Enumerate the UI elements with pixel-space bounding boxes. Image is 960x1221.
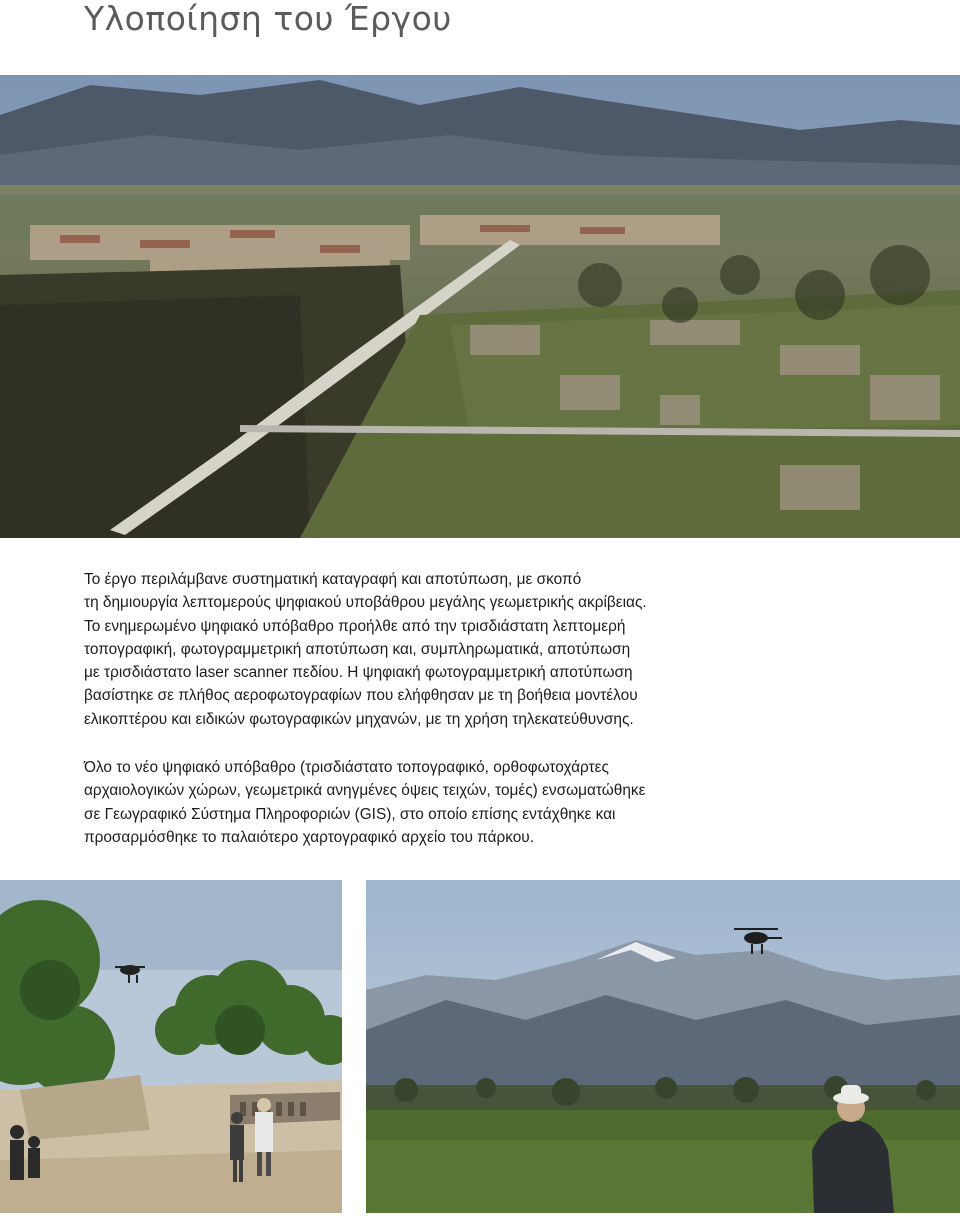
paragraph-line: αρχαιολογικών χώρων, γεωμετρικά ανηγμένες όψεις τειχών, τομές) ενσωματώθηκε xyxy=(84,782,646,800)
mountains-photo-image xyxy=(366,880,960,1213)
paragraph-line: Το έργο περιλάμβανε συστηματική καταγραφή και αποτύπωση, με σκοπό xyxy=(84,571,582,588)
paragraph-line: Το ενημερωμένο ψηφιακό υπόβαθρο προήλθε από την τρισδιάστατη λεπτομερή xyxy=(84,617,626,635)
paragraph-line: προσαρμόσθηκε το παλαιότερο χαρτογραφικό αρχείο του πάρκου. xyxy=(84,828,534,846)
paragraph-line: βασίστηκε σε πλήθος αεροφωτογραφίων που ελήφθησαν με τη βοήθεια μοντέλου xyxy=(84,687,638,705)
paragraph-line: τη δημιουργία λεπτομερούς ψηφιακού υποβάθρου μεγάλης γεωμετρικής ακρίβειας. xyxy=(84,594,647,612)
intro-paragraph xyxy=(84,568,784,731)
aerial-photo-image xyxy=(0,75,960,538)
aerial-site-photo xyxy=(0,75,960,538)
page-title: Υλοποίηση του Έργου xyxy=(84,0,452,38)
helicopter-excavation-photo xyxy=(0,880,342,1213)
helicopter-mountains-photo xyxy=(366,880,960,1213)
paragraph-line: σε Γεωγραφικό Σύστημα Πληροφοριών (GIS), στο οποίο επίσης εντάχθηκε και xyxy=(84,805,616,823)
gis-paragraph xyxy=(84,756,784,849)
paragraph-line: ελικοπτέρου και ειδικών φωτογραφικών μηχανών, με τη χρήση τηλεκατεύθυνσης. xyxy=(84,710,634,728)
paragraph-line: με τρισδιάστατο laser scanner πεδίου. Η ψηφιακή φωτογραμμετρική αποτύπωση xyxy=(84,664,633,682)
excavation-photo-image xyxy=(0,880,342,1213)
paragraph-line: τοπογραφική, φωτογραμμετρική αποτύπωση και, συμπληρωματικά, αποτύπωση xyxy=(84,640,631,658)
paragraph-line: Όλο το νέο ψηφιακό υπόβαθρο (τρισδιάστατο τοπογραφικό, ορθοφωτοχάρτες xyxy=(84,759,609,776)
